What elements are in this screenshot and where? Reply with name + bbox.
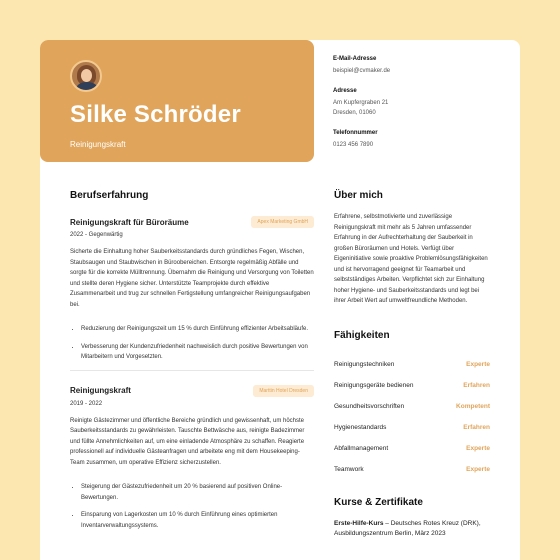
address-line2: Dresden, 01060 [333, 110, 376, 116]
experience-section [70, 190, 314, 538]
about-heading: Über mich [334, 190, 383, 201]
skill-level: Kompetent [456, 402, 490, 410]
job-achievements [70, 324, 314, 363]
candidate-role: Reinigungskraft [70, 140, 126, 149]
job-title: Reinigungskraft [70, 386, 131, 395]
skill-name: Reinigungsgeräte bedienen [334, 381, 414, 389]
job-dates: 2022 - Gegenwärtig [70, 232, 123, 238]
address-label: Adresse [333, 88, 357, 94]
company-badge: Apex Marketing GmbH [251, 216, 314, 228]
skills-heading: Fähigkeiten [334, 329, 390, 341]
achievement-item: • Steigerung der Gästezufriedenheit um 20 % basierend auf positiven Online-Bewertungen. [81, 482, 314, 503]
skill-row [334, 396, 490, 417]
skill-name: Reinigungstechniken [334, 360, 395, 368]
skill-level: Experte [466, 444, 490, 452]
skill-name: Abfallmanagement [334, 444, 389, 452]
about-text: Erfahrene, selbstmotivierte und zuverlässige Reinigungskraft mit mehr als 5 Jahren umfassender Erfahrung in der Aufrechterhaltung der Sauberkeit in großen Büroräumen und Hotels. Verfügt über Eigeninitiative sowie proaktive Problemlösungsfähigkeiten und ist hervorragend geeignet für Teamarbeit und selbstständiges Arbeiten. Verpflichtet sich zur Einhaltung hoher Hygiene- und Sauberkeitsstandards und legt bei ihrer Arbeit Wert auf umweltfreundliche Methoden. [334, 214, 488, 304]
resume-page [40, 40, 520, 560]
email-value: beispiel@cvmaker.de [333, 68, 391, 74]
job-entry [70, 216, 314, 363]
divider [70, 370, 314, 371]
company-badge: Marttin Hotel Dresden [253, 385, 314, 397]
skill-level: Experte [466, 465, 490, 473]
skill-level: Erfahren [463, 381, 490, 389]
skill-name: Teamwork [334, 465, 364, 473]
achievement-item: • Verbesserung der Kundenzufriedenheit nachweislich durch positive Bewertungen von Mitarbeitern und Vorgesetzten. [81, 342, 314, 363]
experience-heading: Berufserfahrung [70, 190, 149, 201]
job-description: Reinigte Gästezimmer und öffentliche Bereiche gründlich und gewissenhaft, um höchste Sauberkeitsstandards zu gewährleisten. Tauschte Bettwäsche aus, reinigte Badezimmer und füllte Annehmlichkeiten auf, um eine einladende Atmosphäre zu schaffen. Reagierte professionell auf individuelle Gästeanfragen und arbeitete eng mit dem Housekeeping-Team zusammen, um operative Effizienz sicherzustellen. [70, 417, 305, 466]
email-label: E-Mail-Adresse [333, 56, 377, 62]
achievement-item: • Reduzierung der Reinigungszeit um 15 % durch Einführung effizienter Arbeitsabläufe. [81, 324, 314, 335]
skill-level: Erfahren [463, 423, 490, 431]
sidebar-section [334, 190, 490, 539]
skill-row [334, 375, 490, 396]
address-line1: Am Kupfergraben 21 [333, 100, 389, 106]
skill-level: Experte [466, 360, 490, 368]
skill-row [334, 354, 490, 375]
avatar [70, 60, 102, 92]
skills-list [334, 354, 490, 480]
skill-row [334, 438, 490, 459]
job-dates: 2019 - 2022 [70, 400, 103, 407]
courses-heading: Kurse & Zertifikate [334, 496, 423, 508]
course-item [334, 519, 490, 539]
resume-header [40, 40, 314, 162]
job-description: Sicherte die Einhaltung hoher Sauberkeitsstandards durch gründliches Fegen, Wischen, Staubsaugen und Staubwischen in Büroobereichen. Entsorgte regelmäßig Abfälle und sorgte für die korrekte Mülltrennung. Übernahm die Reinigung und Versorgung von Toiletten und stellte deren Hygiene sicher. Unterstützte Teamprojekte durch effektive Zusammenarbeit und trug zur schnellen Fertigstellung umfangreicher Reinigungsaufgaben bei. [70, 249, 314, 308]
skill-row [334, 417, 490, 438]
job-entry [70, 385, 314, 532]
skill-row [334, 459, 490, 480]
course-name: Erste-Hilfe-Kurs [334, 519, 384, 527]
job-achievements [70, 482, 314, 531]
job-title: Reinigungskraft für Büroräume [70, 217, 189, 227]
candidate-name: Silke Schröder [70, 101, 241, 128]
achievement-item: • Einsparung von Lagerkosten um 10 % durch Einführung eines optimierten Inventarverwaltungssystems. [81, 510, 314, 531]
contact-section [333, 56, 503, 162]
skill-name: Hygienestandards [334, 423, 387, 431]
skill-name: Gesundheitsvorschriften [334, 402, 405, 410]
phone-value: 0123 456 7890 [333, 142, 374, 148]
phone-label: Telefonnummer [333, 130, 378, 136]
course-detail: – Deutsches Rotes Kreuz (DRK), Ausbildungszentrum Berlin, März 2023 [334, 519, 481, 537]
